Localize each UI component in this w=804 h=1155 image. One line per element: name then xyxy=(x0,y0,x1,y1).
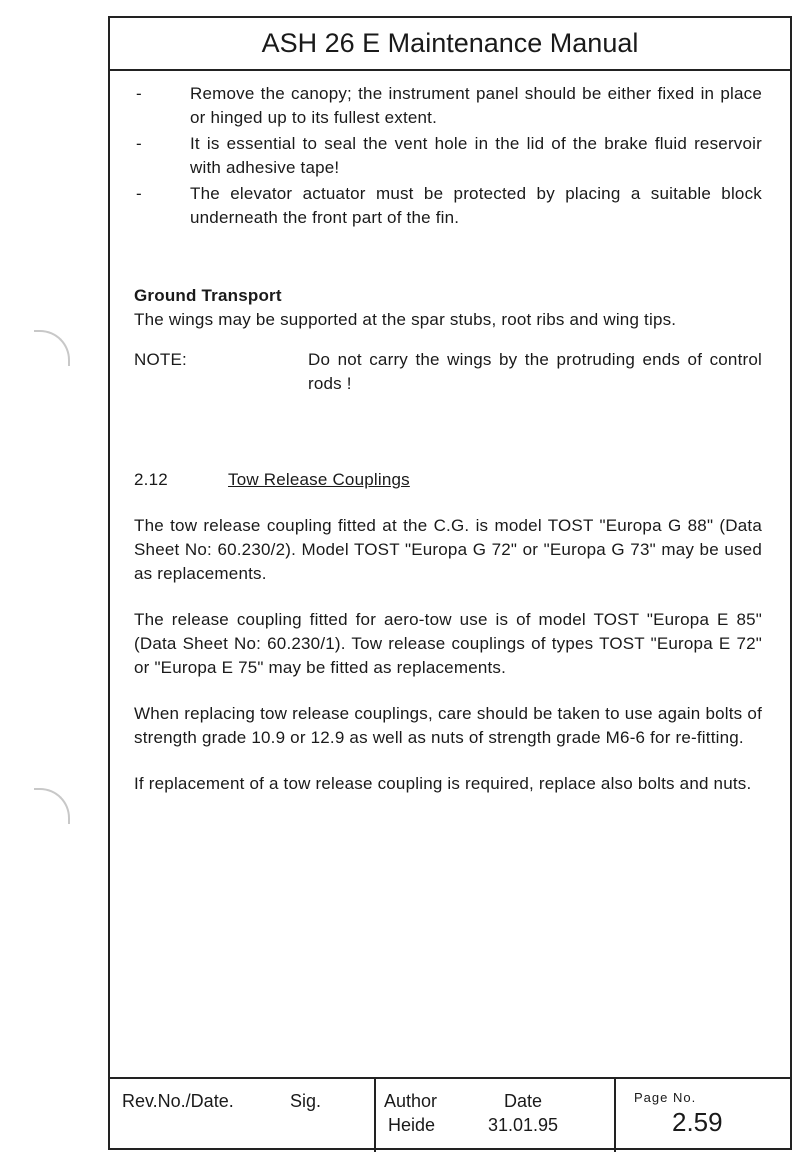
punch-hole-mark xyxy=(34,788,70,824)
section-paragraph: The release coupling fitted for aero-tow use is of model TOST "Europa E 85" (Data Sheet No: 60.230/1). Tow release couplings of types TOST "Europa E 72" or "Europa E 75" may be fitted as replacements. xyxy=(134,610,762,677)
page-number-cell xyxy=(614,1079,790,1152)
revision-footer xyxy=(110,1077,790,1152)
note-block xyxy=(134,348,762,396)
section-title: Tow Release Couplings xyxy=(228,470,410,489)
date-value: 31.01.95 xyxy=(488,1115,559,1135)
revision-cell xyxy=(110,1079,376,1152)
list-item xyxy=(134,82,762,130)
ground-transport-text: The wings may be supported at the spar stubs, root ribs and wing tips. xyxy=(134,310,677,329)
manual-title: ASH 26 E Maintenance Manual xyxy=(261,28,639,58)
author-date-cell xyxy=(374,1079,616,1152)
page-header xyxy=(110,18,790,71)
rev-label: Rev.No./Date. xyxy=(122,1091,234,1111)
date-label: Date xyxy=(504,1091,543,1111)
page-label: Page No. xyxy=(634,1090,697,1105)
list-item xyxy=(134,132,762,180)
list-item-text: The elevator actuator must be protected by placing a suitable block underneath the front part of the fin. xyxy=(190,184,762,227)
note-label: NOTE: xyxy=(134,350,187,369)
bullet-dash: - xyxy=(136,84,142,103)
bullet-dash: - xyxy=(136,184,142,203)
page-content xyxy=(134,82,762,796)
list-item xyxy=(134,182,762,230)
page-number: 2.59 xyxy=(672,1107,723,1137)
list-item-text: It is essential to seal the vent hole in the lid of the brake fluid reservoir with adhesive tape! xyxy=(190,134,762,177)
ground-transport-heading: Ground Transport xyxy=(134,286,282,305)
manual-page xyxy=(108,16,792,1150)
section-heading-2-12 xyxy=(134,468,762,492)
bullet-dash: - xyxy=(136,134,142,153)
list-item-text: Remove the canopy; the instrument panel should be either fixed in place or hinged up to its fullest extent. xyxy=(190,84,762,127)
section-number: 2.12 xyxy=(134,470,168,489)
punch-hole-mark xyxy=(34,330,70,366)
preparation-list xyxy=(134,82,762,230)
section-paragraph: When replacing tow release couplings, care should be taken to use again bolts of strength grade 10.9 or 12.9 as well as nuts of strength grade M6-6 for re-fitting. xyxy=(134,704,762,747)
note-text: Do not carry the wings by the protruding ends of control rods ! xyxy=(308,350,762,393)
author-value: Heide xyxy=(388,1115,436,1135)
sig-label: Sig. xyxy=(290,1091,322,1111)
section-paragraph: The tow release coupling fitted at the C.G. is model TOST "Europa G 88" (Data Sheet No: 60.230/2). Model TOST "Europa G 72" or "Europa G 73" may be used as replacements. xyxy=(134,516,762,583)
section-paragraph: If replacement of a tow release coupling is required, replace also bolts and nuts. xyxy=(134,774,752,793)
author-label: Author xyxy=(384,1091,438,1111)
ground-transport-section xyxy=(134,284,762,332)
